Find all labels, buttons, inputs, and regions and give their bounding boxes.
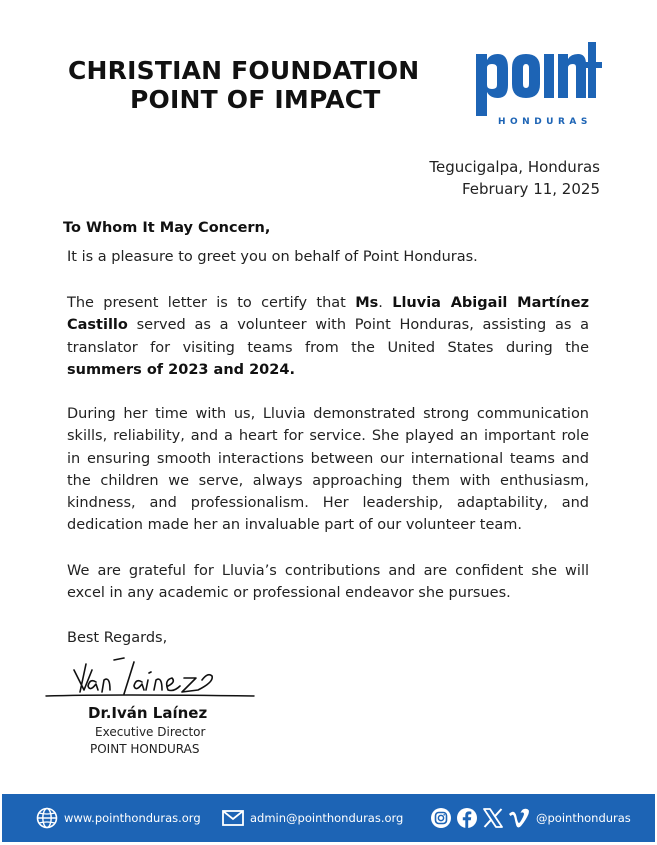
paragraph-3: During her time with us, Lluvia demonstrated strong communication skills, reliability, and a heart for service. She played an important role in ensuring smooth interactions between our international teams and the children we serve, always approaching them with enthusiasm, kindness, and professionalism. Her leadership, adaptability, and dedication made her an invaluable part of our volunteer team. — [67, 406, 589, 534]
logo-subtitle: HONDURAS — [498, 117, 592, 127]
p2-honorific: Ms — [355, 295, 379, 311]
org-name-line2: POINT OF IMPACT — [130, 85, 381, 114]
p2-volunteer-name: Lluvia Abigail Martínez Castillo — [67, 295, 590, 334]
paragraph-4: We are grateful for Lluvia’s contributions and are confident she will excel in any academic or professional endeavor she pursues. — [67, 563, 589, 602]
point-logo — [474, 40, 602, 132]
signatory-title: Executive Director — [95, 725, 206, 739]
handwritten-signature — [44, 656, 256, 702]
point-logo-wordmark — [474, 40, 602, 118]
footer-social — [430, 794, 631, 842]
letter-greeting: To Whom It May Concern, — [63, 220, 271, 236]
p2-text-a: The present letter is to certify that — [67, 295, 356, 311]
instagram-icon[interactable] — [430, 807, 452, 829]
footer-email[interactable] — [222, 794, 403, 842]
website-text[interactable]: www.pointhonduras.org — [64, 811, 201, 825]
p2-period: summers of 2023 and 2024. — [67, 361, 295, 378]
signatory-name: Dr.Iván Laínez — [88, 704, 208, 722]
footer-bar — [2, 794, 655, 842]
org-name-line1: CHRISTIAN FOUNDATION — [68, 56, 420, 85]
letter-closing: Best Regards, — [67, 630, 168, 646]
letter-date: February 11, 2025 — [461, 180, 600, 198]
social-handle-text[interactable]: @pointhonduras — [536, 811, 631, 825]
paragraph-1: It is a pleasure to greet you on behalf of Point Honduras. — [67, 249, 478, 265]
social-icons — [430, 807, 530, 829]
p2-text-e: served as a volunteer with Point Honduras, assisting as a translator for visiting teams from the United States during the — [67, 317, 589, 356]
footer-website[interactable] — [36, 794, 201, 842]
vimeo-icon[interactable] — [508, 807, 530, 829]
letter-place: Tegucigalpa, Honduras — [429, 158, 600, 176]
envelope-icon — [222, 810, 244, 826]
organization-name — [68, 56, 419, 114]
place-date-block — [429, 156, 600, 200]
paragraph-2 — [67, 292, 589, 381]
facebook-icon[interactable] — [456, 807, 478, 829]
email-text[interactable]: admin@pointhonduras.org — [250, 811, 404, 825]
signatory-organization: POINT HONDURAS — [90, 742, 200, 756]
x-icon[interactable] — [482, 807, 504, 829]
p2-text-c: . — [378, 295, 393, 311]
globe-icon — [36, 807, 58, 829]
